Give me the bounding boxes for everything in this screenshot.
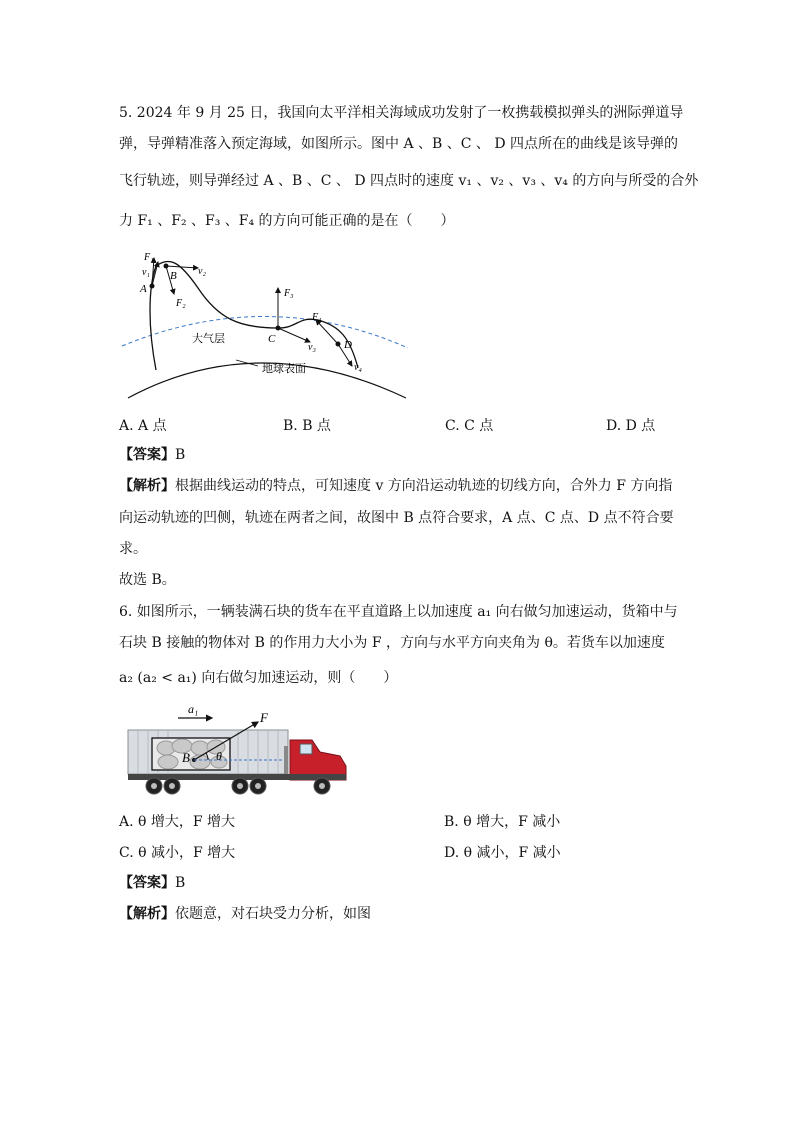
q5-stem-line-1: 5. 2024 年 9 月 25 日，我国向太平洋相关海域成功发射了一枚携载模拟弹头的洲际弹道导 [119,105,684,121]
q5-option-d: D. D 点 [606,418,656,434]
q5-answer [119,445,185,465]
label-C: C [268,333,276,345]
label-v2: v₂ [198,266,206,277]
q6-truck-figure [124,700,354,800]
q6-stem-line-1: 6. 如图所示，一辆装满石块的货车在平直道路上以加速度 a₁ 向右做匀加速运动，货箱中与 [119,604,678,620]
label-B: B [170,270,177,282]
q6-analysis-label: 【解析】 [119,906,175,922]
label-D: D [344,339,352,351]
q5-analysis-line-3: 求。 [119,541,147,557]
q6-stem-line-2: 石块 B 接触的物体对 B 的作用力大小为 F ，方向与水平方向夹角为 θ。若货车以加速度 [119,635,665,651]
q6-option-b: B. θ 增大，F 减小 [444,814,561,830]
q6-analysis-text-1: 依题意，对石块受力分析，如图 [175,906,371,922]
q5-trajectory-figure [118,248,410,400]
q6-answer-value: B [175,875,186,891]
label-v4: v₄ [354,362,362,373]
q6-option-d: D. θ 减小，F 减小 [444,845,561,861]
q6-stem-line-3: a₂ (a₂ < a₁) 向右做匀加速运动，则（ ） [119,670,398,686]
q6-option-c: C. θ 减小，F 增大 [119,845,236,861]
label-F2: F₂ [176,298,186,309]
q6-analysis-line-1 [119,904,371,924]
q6-answer [119,873,185,893]
label-block-B: B [182,750,190,765]
q5-conclusion: 故选 B。 [119,572,176,588]
label-A: A [140,283,147,295]
q6-answer-label: 【答案】 [119,875,175,891]
q5-stem-line-3: 飞行轨迹，则导弹经过 A 、B 、C 、 D 四点时的速度 v₁ 、v₂ 、v₃ 、v₄ 的方向与所受的合外 [119,173,699,189]
label-theta: θ [216,749,222,763]
q5-stem-line-2: 弹，导弹精准落入预定海域，如图所示。图中 A 、B 、C 、 D 四点所在的曲线是该导弹的 [119,136,679,152]
label-v3: v₃ [308,342,316,353]
q5-option-b: B. B 点 [283,418,331,434]
label-F1: F₁ [144,252,154,263]
earth-label: 地球表面 [262,363,306,375]
atmosphere-label: 大气层 [192,333,225,345]
q5-stem-line-4: 力 F₁ 、F₂ 、F₃ 、F₄ 的方向可能正确的是在（ ） [119,213,455,229]
label-v1: v₁ [142,267,150,278]
q5-analysis-line-1 [119,476,672,496]
q5-option-a: A. A 点 [119,418,167,434]
missile-trajectory [150,261,358,370]
q5-option-c: C. C 点 [445,418,494,434]
q5-analysis-label: 【解析】 [119,478,175,494]
q5-answer-label: 【答案】 [119,447,175,463]
q5-answer-value: B [175,447,186,463]
label-F3: F₃ [284,288,294,299]
q5-analysis-line-2: 向运动轨迹的凹侧，轨迹在两者之间，故图中 B 点符合要求，A 点、C 点、D 点不符合要 [119,510,674,526]
label-F4: F₄ [312,312,322,323]
label-a1: a₁ [188,702,199,716]
q6-option-a: A. θ 增大，F 增大 [119,814,236,830]
atmosphere-boundary [122,316,408,348]
q5-analysis-text-1: 根据曲线运动的特点，可知速度 v 方向沿运动轨迹的切线方向，合外力 F 方向指 [175,478,673,494]
label-F: F [260,710,268,725]
